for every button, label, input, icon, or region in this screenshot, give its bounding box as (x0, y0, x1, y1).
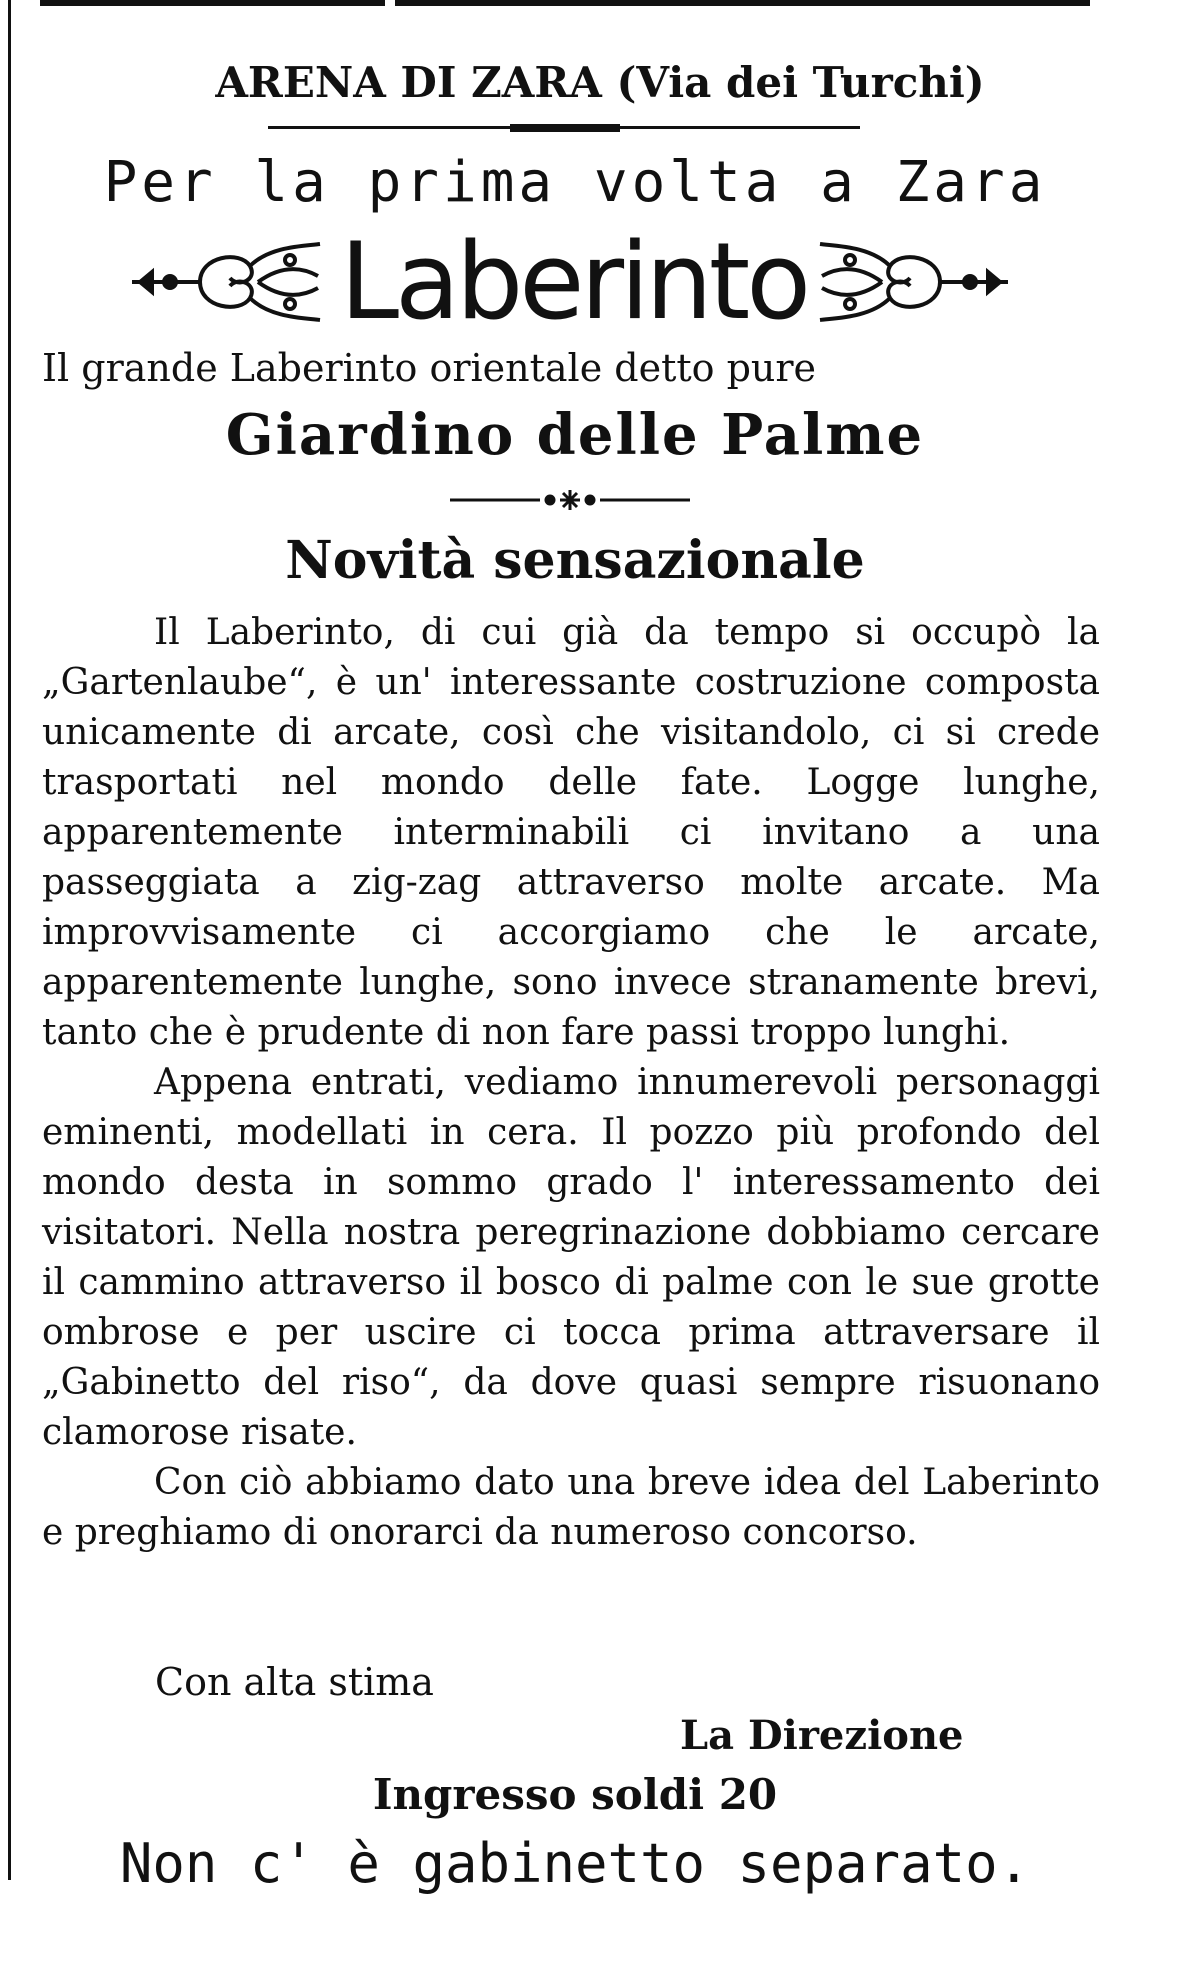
closing-note: Non c' è gabinetto separato. (119, 1832, 1031, 1895)
admission-price: Ingresso soldi 20 (372, 1770, 778, 1819)
paragraph: Appena entrati, vediamo innumerevoli personaggi eminenti, modellati in cera. Il pozzo più profondo del mondo desta in sommo grado l' interessamento dei visitatori. Nella nostra peregrinazione dobbiamo cercare il cammino attraverso il bosco di palme con le sue grotte ombrose e per uscire ci tocca prima attraversare il „Gabinetto del riso“, da dove quasi sempre risuonano clamorose risate. (42, 1062, 1100, 1453)
top-rule (40, 0, 385, 6)
closing-regards: Con alta stima (155, 1660, 434, 1704)
attraction-name: Giardino delle Palme (225, 402, 925, 468)
main-title: Laberinto (340, 220, 808, 343)
heading-divider-accent (510, 124, 620, 132)
asterism-divider-icon (450, 485, 690, 515)
title-row (0, 222, 1150, 342)
top-rule (395, 0, 1090, 6)
scroll-ornament-icon (130, 236, 325, 328)
venue-heading: ARENA DI ZARA (Via dei Turchi) (215, 58, 985, 107)
first-time-line: Per la prima volta a Zara (103, 150, 1047, 215)
subtitle-line: Il grande Laberinto orientale detto pure (42, 346, 817, 390)
signature: La Direzione (680, 1712, 964, 1759)
scroll-ornament-icon (815, 236, 1010, 328)
paragraph: Il Laberinto, di cui già da tempo si occupò la „Gartenlaube“, è un' interessante costruzione composta unicamente di arcate, così che visitandolo, ci si crede trasportati nel mondo delle fate. Logge lunghe, apparentemente interminabili ci invitano a una passeggiata a zig-zag attraverso molte arcate. Ma improvvisamente ci accorgiamo che le arcate, apparentemente lunghe, sono invece stranamente brevi, tanto che è prudente di non fare passi troppo lunghi. (42, 612, 1100, 1053)
paragraph: Con ciò abbiamo dato una breve idea del Laberinto e preghiamo di onorarci da numeroso concorso. (42, 1462, 1100, 1553)
headline: Novità sensazionale (285, 530, 865, 591)
body-text (42, 608, 1100, 1558)
